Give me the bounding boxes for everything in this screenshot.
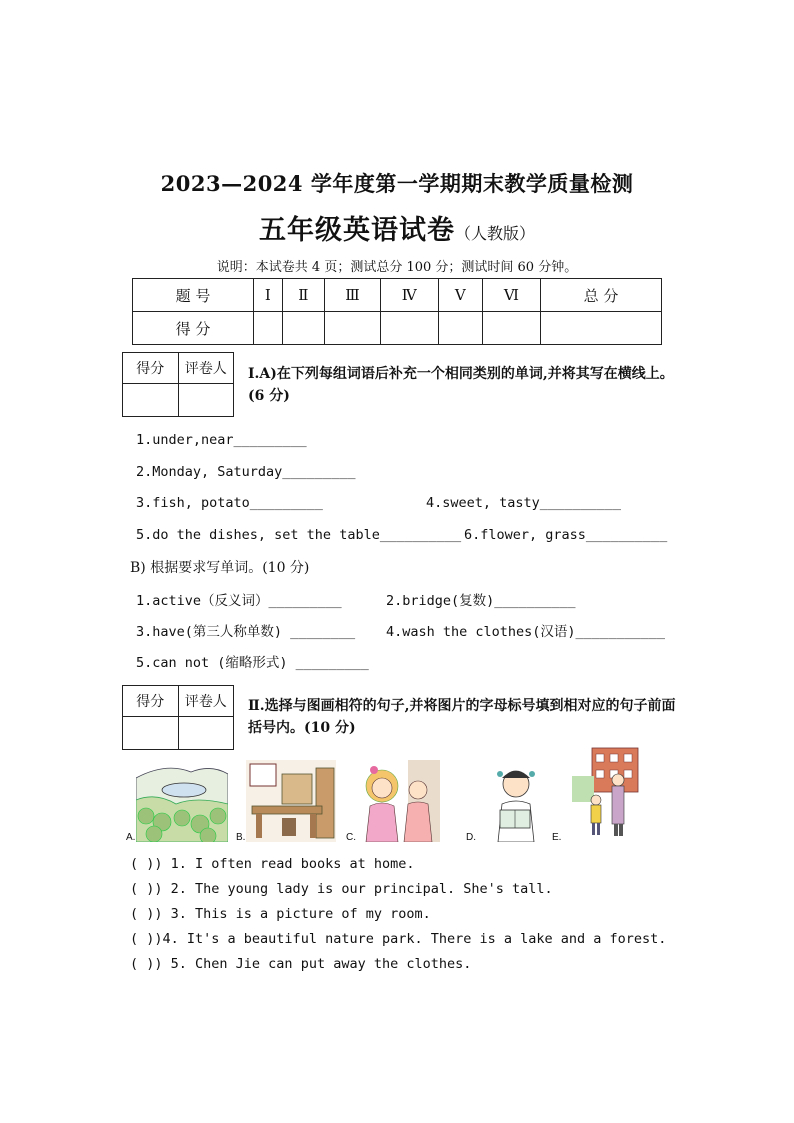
picture-b-room xyxy=(246,760,336,842)
score-cell[interactable] xyxy=(380,312,438,345)
score-table-header-cell: Ⅵ xyxy=(482,279,540,312)
s2-sentence-2 xyxy=(130,881,553,897)
grader-score-label: 得分 xyxy=(123,353,179,384)
score-table-score-row xyxy=(133,312,662,345)
exam-subtitle xyxy=(0,208,794,247)
grader-score-cell[interactable] xyxy=(123,384,179,417)
score-table xyxy=(132,278,662,345)
s1-item-1: 1.under,near_________ xyxy=(136,432,307,448)
s1-partb-title: B) 根据要求写单词。(10 分) xyxy=(130,560,310,576)
score-table-header-cell: Ⅱ xyxy=(282,279,324,312)
score-table-header-row xyxy=(133,279,662,312)
grader-name-cell[interactable] xyxy=(178,384,234,417)
s2-sentence-1 xyxy=(130,856,414,872)
s2-sentence-3 xyxy=(130,906,431,922)
sentence-text: ) 2. The young lady is our principal. She's tall. xyxy=(154,881,553,897)
s1-item-5: 5.do the dishes, set the table__________ xyxy=(136,527,462,543)
score-table-header-cell: I xyxy=(254,279,283,312)
s1b-item-2: 2.bridge(复数)__________ xyxy=(386,593,576,609)
picture-a-park-lake-forest xyxy=(136,760,228,842)
sentence-text: ) 3. This is a picture of my room. xyxy=(154,906,431,922)
subtitle-edition: （人教版） xyxy=(454,224,535,243)
picture-e-principal xyxy=(572,746,642,842)
score-table-header-cell: Ⅳ xyxy=(380,279,438,312)
s1-item-4: 4.sweet, tasty__________ xyxy=(426,495,622,511)
grader-box-2 xyxy=(122,685,234,750)
picture-label-e: E. xyxy=(552,832,562,843)
picture-label-c: C. xyxy=(346,832,356,843)
answer-blank[interactable]: ( ) xyxy=(130,956,155,972)
section2-title: Ⅱ.选择与图画相符的句子,并将图片的字母标号填到相对应的句子前面括号内。(10 分) xyxy=(248,698,676,736)
picture-d-girl-reading xyxy=(484,760,548,842)
grader-box-1 xyxy=(122,352,234,417)
s2-sentence-5 xyxy=(130,956,471,972)
score-cell[interactable] xyxy=(482,312,540,345)
grader-name-cell[interactable] xyxy=(178,717,234,750)
sentence-text: ) 1. I often read books at home. xyxy=(154,856,415,872)
s1-item-3: 3.fish, potato_________ xyxy=(136,495,323,511)
answer-blank[interactable]: ( ) xyxy=(130,856,155,872)
sentence-text: ) 5. Chen Jie can put away the clothes. xyxy=(154,956,472,972)
answer-blank[interactable]: ( ) xyxy=(130,906,155,922)
answer-blank[interactable]: ( ) xyxy=(130,931,155,947)
score-table-header-cell: 总 分 xyxy=(540,279,661,312)
score-table-score-label: 得 分 xyxy=(133,312,254,345)
grader-score-cell[interactable] xyxy=(123,717,179,750)
score-cell[interactable] xyxy=(438,312,482,345)
grader-score-label: 得分 xyxy=(123,686,179,717)
subtitle-main: 五年级英语试卷 xyxy=(258,215,455,246)
picture-c-girls xyxy=(356,760,440,842)
answer-blank[interactable]: ( ) xyxy=(130,881,155,897)
score-table-header-cell: 题 号 xyxy=(133,279,254,312)
score-cell[interactable] xyxy=(540,312,661,345)
exam-note: 说明：本试卷共 4 页；测试总分 100 分；测试时间 60 分钟。 xyxy=(216,260,578,275)
picture-label-d: D. xyxy=(466,832,476,843)
score-table-header-cell: Ⅲ xyxy=(324,279,380,312)
grader-name-label: 评卷人 xyxy=(178,686,234,717)
section1-title: Ⅰ.A)在下列每组词语后补充一个相同类别的单词,并将其写在横线上。(6 分) xyxy=(248,366,674,404)
sentence-text: )4. It's a beautiful nature park. There is a lake and a forest. xyxy=(154,931,667,947)
score-cell[interactable] xyxy=(282,312,324,345)
s1-item-2: 2.Monday, Saturday_________ xyxy=(136,464,356,480)
score-cell[interactable] xyxy=(324,312,380,345)
picture-label-b: B. xyxy=(236,832,246,843)
grader-name-label: 评卷人 xyxy=(178,353,234,384)
picture-label-a: A. xyxy=(126,832,136,843)
s1-item-6: 6.flower, grass__________ xyxy=(464,527,668,543)
s1b-item-5: 5.can not (缩略形式) _________ xyxy=(136,655,369,671)
s1b-item-1: 1.active（反义词）_________ xyxy=(136,593,342,609)
score-cell[interactable] xyxy=(254,312,283,345)
exam-title: 2023—2024 学年度第一学期期末教学质量检测 xyxy=(160,171,634,196)
s1b-item-3: 3.have(第三人称单数) ________ xyxy=(136,624,356,640)
s1b-item-4: 4.wash the clothes(汉语)___________ xyxy=(386,624,665,640)
s2-sentence-4 xyxy=(130,931,666,947)
score-table-header-cell: V xyxy=(438,279,482,312)
